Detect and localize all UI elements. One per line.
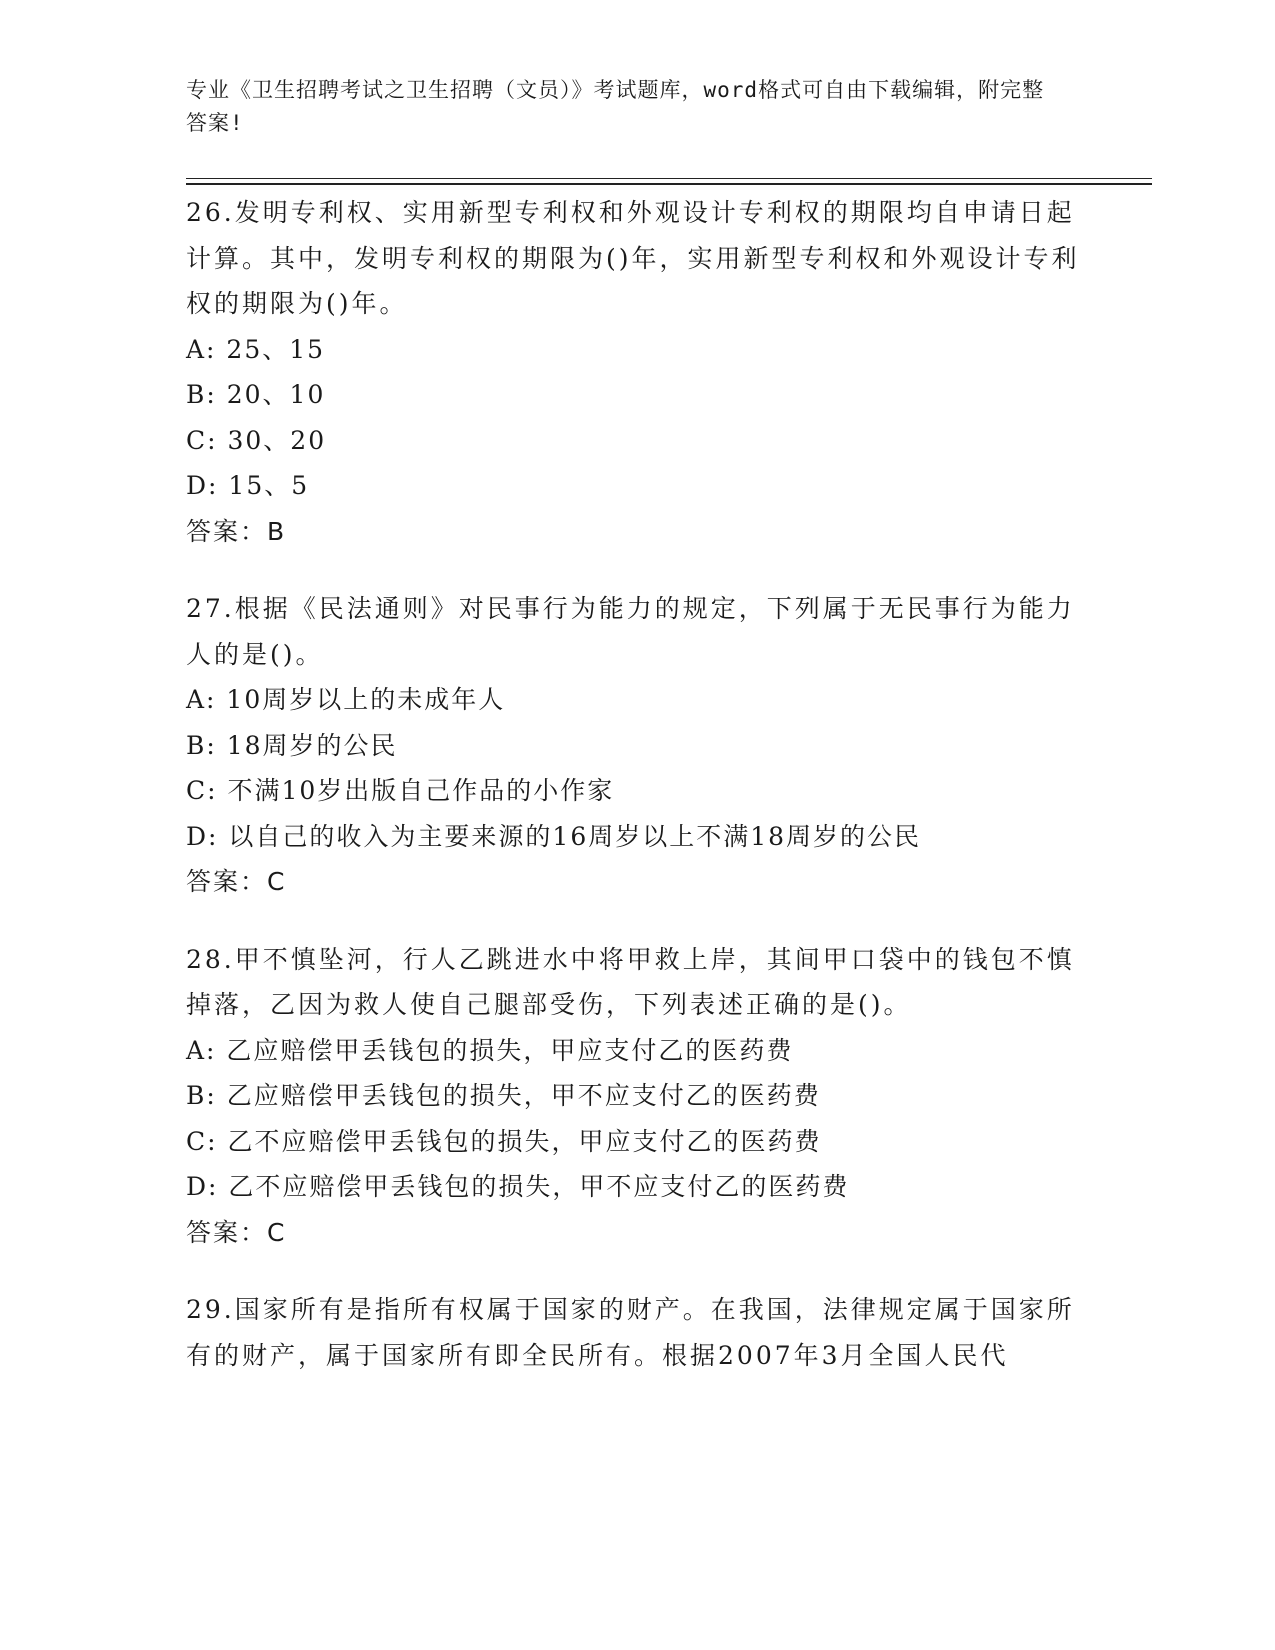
question-text: 26.发明专利权、实用新型专利权和外观设计专利权的期限均自申请日起计算。其中，发明专利权的期限为()年，实用新型专利权和外观设计专利权的期限为()年。 [186,198,1080,318]
question-29 [186,1287,1086,1378]
option-c: C: 30、20 [186,425,327,455]
answer-line: 答案：C [186,867,287,896]
document-header: 专业《卫生招聘考试之卫生招聘（文员）》考试题库，word格式可自由下载编辑，附完整答案! [186,78,1045,135]
question-text: 28.甲不慎坠河，行人乙跳进水中将甲救上岸，其间甲口袋中的钱包不慎掉落，乙因为救人使自己腿部受伤，下列表述正确的是()。 [186,944,1075,1019]
answer-line: 答案：C [186,1217,287,1247]
question-text: 29.国家所有是指所有权属于国家的财产。在我国，法律规定属于国家所有的财产，属于国家所有即全民所有。根据2007年3月全国人民代 [186,1295,1075,1370]
header-rule-thin [186,178,1152,179]
option-b: B: 乙应赔偿甲丢钱包的损失，甲不应支付乙的医药费 [186,1081,821,1110]
question-list [186,190,1086,1410]
question-26 [186,190,1086,554]
option-b: B: 18周岁的公民 [186,730,398,760]
question-27 [186,586,1086,905]
option-a: A: 10周岁以上的未成年人 [186,685,506,714]
option-d: D: 以自己的收入为主要来源的16周岁以上不满18周岁的公民 [186,821,922,851]
option-a: A: 乙应赔偿甲丢钱包的损失，甲应支付乙的医药费 [186,1035,794,1065]
option-d: D: 乙不应赔偿甲丢钱包的损失，甲不应支付乙的医药费 [186,1172,850,1201]
header-rule-thick [186,183,1152,185]
option-a: A: 25、15 [186,334,326,364]
answer-line: 答案：B [186,516,287,546]
option-b: B: 20、10 [186,380,326,409]
question-28 [186,937,1086,1256]
option-d: D: 15、5 [186,471,310,500]
option-c: C: 乙不应赔偿甲丢钱包的损失，甲应支付乙的医药费 [186,1126,822,1156]
option-c: C: 不满10岁出版自己作品的小作家 [186,776,615,805]
question-text: 27.根据《民法通则》对民事行为能力的规定，下列属于无民事行为能力人的是()。 [186,594,1075,669]
